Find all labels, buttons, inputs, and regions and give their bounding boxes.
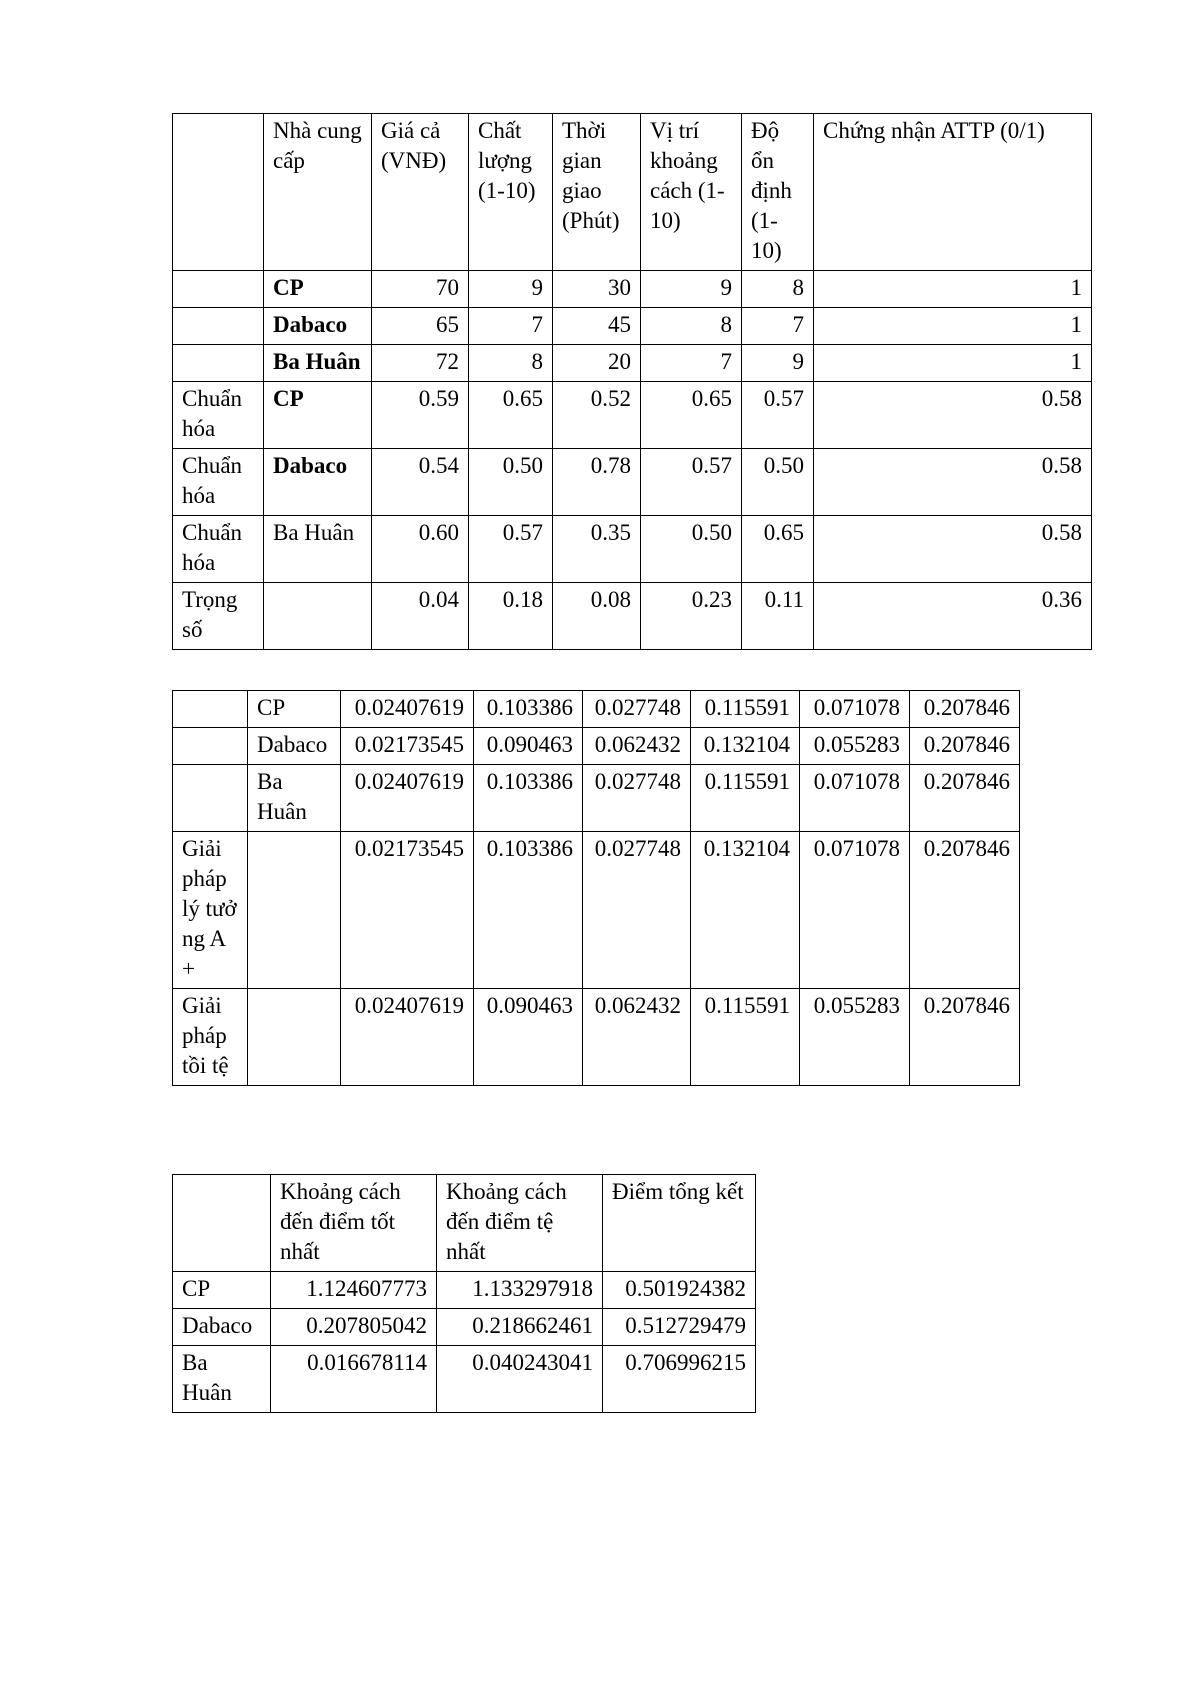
table-cell: 0.071078: [800, 765, 910, 832]
table-cell: [173, 765, 248, 832]
row-label: Chuẩn hóa: [173, 382, 264, 449]
table-cell: 0.02407619: [341, 691, 474, 728]
table-row: [173, 516, 1092, 583]
table-cell: 0.65: [469, 382, 553, 449]
supplier-name: Dabaco: [173, 1309, 271, 1346]
table-cell: 0.103386: [474, 765, 583, 832]
table-cell: 0.207805042: [271, 1309, 437, 1346]
table-cell: 0.60: [372, 516, 469, 583]
table-cell: 0.055283: [800, 728, 910, 765]
table-cell: 0.040243041: [437, 1346, 603, 1413]
row-label: Chuẩn hóa: [173, 516, 264, 583]
table-row: [173, 271, 1092, 308]
table-cell: 0.18: [469, 583, 553, 650]
table-cell: 0.57: [742, 382, 814, 449]
table-cell: 7: [641, 345, 742, 382]
table-row: [173, 308, 1092, 345]
table-cell: 0.115591: [691, 765, 800, 832]
table-cell: 0.512729479: [603, 1309, 756, 1346]
table-cell: 0.027748: [583, 832, 691, 989]
table-cell: 9: [469, 271, 553, 308]
score-table: [172, 1174, 756, 1413]
table-cell: 7: [469, 308, 553, 345]
table-row: [173, 765, 1020, 832]
supplier-name: Dabaco: [264, 308, 372, 345]
row-label: Trọng số: [173, 583, 264, 650]
supplier-name: Ba Huân: [264, 345, 372, 382]
table-row: [173, 382, 1092, 449]
table-cell: 70: [372, 271, 469, 308]
table-cell: [173, 691, 248, 728]
table-cell: 45: [553, 308, 641, 345]
table-cell: 0.218662461: [437, 1309, 603, 1346]
table-cell: 0.02173545: [341, 728, 474, 765]
table-cell: 0.11: [742, 583, 814, 650]
supplier-name: CP: [264, 382, 372, 449]
table-row: [173, 728, 1020, 765]
supplier-name: Ba Huân: [264, 516, 372, 583]
table-row: [173, 449, 1092, 516]
table-header-row: [173, 114, 1092, 271]
table-cell: 0.58: [814, 382, 1092, 449]
table-cell: 20: [553, 345, 641, 382]
table-row: [173, 1309, 756, 1346]
table-cell: 0.132104: [691, 832, 800, 989]
table-cell: 0.115591: [691, 691, 800, 728]
table-cell: [248, 989, 341, 1086]
table-cell: 0.706996215: [603, 1346, 756, 1413]
table-cell: 0.58: [814, 449, 1092, 516]
table-cell: 0.071078: [800, 691, 910, 728]
table-cell: 0.02173545: [341, 832, 474, 989]
table-cell: 72: [372, 345, 469, 382]
table-cell: [264, 583, 372, 650]
table-cell: 1.133297918: [437, 1272, 603, 1309]
header-cell: Chứng nhận ATTP (0/1): [814, 114, 1092, 271]
header-cell: Độ ổn định (1-10): [742, 114, 814, 271]
table-cell: 0.055283: [800, 989, 910, 1086]
table-cell: 0.027748: [583, 691, 691, 728]
table-row: [173, 1272, 756, 1309]
table-cell: 1: [814, 308, 1092, 345]
table-cell: 0.207846: [910, 832, 1020, 989]
table-row: [173, 989, 1020, 1086]
row-label: Giải pháp tồi tệ: [173, 989, 248, 1086]
table-cell: 0.59: [372, 382, 469, 449]
table-header-row: [173, 1175, 756, 1272]
header-cell: Vị trí khoảng cách (1-10): [641, 114, 742, 271]
header-cell: Thời gian giao (Phút): [553, 114, 641, 271]
supplier-name: CP: [173, 1272, 271, 1309]
table-cell: 0.027748: [583, 765, 691, 832]
supplier-name: Dabaco: [248, 728, 341, 765]
table-cell: [173, 271, 264, 308]
header-cell: Khoảng cách đến điểm tốt nhất: [271, 1175, 437, 1272]
table-cell: 0.115591: [691, 989, 800, 1086]
table-cell: 8: [469, 345, 553, 382]
table-cell: 0.090463: [474, 728, 583, 765]
table-cell: 0.23: [641, 583, 742, 650]
header-cell: Khoảng cách đến điểm tệ nhất: [437, 1175, 603, 1272]
table-cell: 0.016678114: [271, 1346, 437, 1413]
supplier-name: CP: [248, 691, 341, 728]
table-cell: 0.071078: [800, 832, 910, 989]
table-cell: 9: [742, 345, 814, 382]
table-cell: 7: [742, 308, 814, 345]
table-cell: 8: [742, 271, 814, 308]
row-label: Chuẩn hóa: [173, 449, 264, 516]
table-cell: 0.04: [372, 583, 469, 650]
table-row: [173, 583, 1092, 650]
row-label: Giải pháp lý tưởng A+: [173, 832, 248, 989]
supplier-name: CP: [264, 271, 372, 308]
table-cell: 1: [814, 271, 1092, 308]
criteria-table: [172, 113, 1092, 650]
table-cell: 0.207846: [910, 728, 1020, 765]
table-cell: 0.35: [553, 516, 641, 583]
table-cell: 30: [553, 271, 641, 308]
table-cell: 0.207846: [910, 989, 1020, 1086]
table-cell: 0.50: [641, 516, 742, 583]
table-cell: 0.65: [742, 516, 814, 583]
table-cell: 9: [641, 271, 742, 308]
table-cell: [173, 728, 248, 765]
table-cell: 0.08: [553, 583, 641, 650]
table-cell: 0.062432: [583, 989, 691, 1086]
header-cell: Chất lượng (1-10): [469, 114, 553, 271]
table-cell: 0.062432: [583, 728, 691, 765]
header-cell: Điểm tổng kết: [603, 1175, 756, 1272]
table-cell: 8: [641, 308, 742, 345]
table-cell: 0.207846: [910, 765, 1020, 832]
table-cell: 0.103386: [474, 691, 583, 728]
table-cell: 0.090463: [474, 989, 583, 1086]
supplier-name: Dabaco: [264, 449, 372, 516]
table-cell: 0.02407619: [341, 989, 474, 1086]
table-cell: 0.58: [814, 516, 1092, 583]
table-cell: 0.103386: [474, 832, 583, 989]
table-cell: 0.36: [814, 583, 1092, 650]
table-cell: 0.54: [372, 449, 469, 516]
table-cell: [173, 308, 264, 345]
table-cell: 65: [372, 308, 469, 345]
table-cell: 0.57: [469, 516, 553, 583]
table-row: [173, 691, 1020, 728]
table-cell: 0.501924382: [603, 1272, 756, 1309]
table-row: [173, 1346, 756, 1413]
table-row: [173, 345, 1092, 382]
table-cell: 1: [814, 345, 1092, 382]
table-cell: [173, 345, 264, 382]
table-cell: 0.52: [553, 382, 641, 449]
table-row: [173, 832, 1020, 989]
supplier-name: Ba Huân: [173, 1346, 271, 1413]
table-cell: 0.02407619: [341, 765, 474, 832]
table-cell: 0.50: [469, 449, 553, 516]
header-cell: [173, 114, 264, 271]
table-cell: 0.57: [641, 449, 742, 516]
header-cell: [173, 1175, 271, 1272]
supplier-name: Ba Huân: [248, 765, 341, 832]
weighted-matrix-table: [172, 690, 1020, 1086]
table-cell: [248, 832, 341, 989]
table-cell: 0.78: [553, 449, 641, 516]
table-cell: 1.124607773: [271, 1272, 437, 1309]
header-cell: Nhà cung cấp: [264, 114, 372, 271]
table-cell: 0.207846: [910, 691, 1020, 728]
table-cell: 0.132104: [691, 728, 800, 765]
header-cell: Giá cả (VNĐ): [372, 114, 469, 271]
table-cell: 0.65: [641, 382, 742, 449]
table-cell: 0.50: [742, 449, 814, 516]
